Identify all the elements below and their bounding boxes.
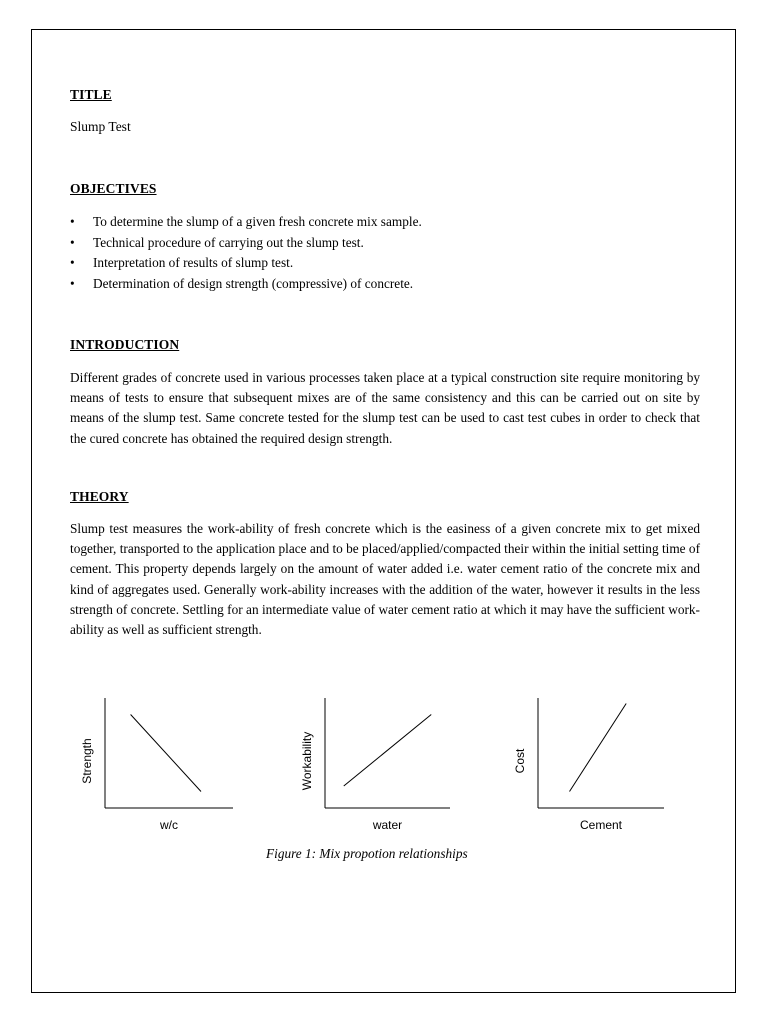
bullet-icon: • [70,255,75,271]
theory-paragraph: Slump test measures the work-ability of fresh concrete which is the easiness of a given concrete mix to get mixed together, transported to the application place and to be placed/applied/compacted their within the initial setting time of cement. This property depends largely on the amount of water added i.e. water cement ratio of the concrete mix and kind of aggregates used. Generally work-ability increases with the addition of the water, however it results in the less strength of concrete. Settling for an intermediate value of water cement ratio at which it may have the sufficient work-ability as well as sufficient strength. [70,521,700,638]
title-heading: TITLE [70,87,112,102]
introduction-heading: INTRODUCTION [70,337,180,352]
document-title: Slump Test [70,119,131,134]
list-item: • Interpretation of results of slump test. [70,253,422,274]
list-item: • Determination of design strength (compressive) of concrete. [70,274,422,295]
series-line [344,715,432,787]
series-line [131,715,201,792]
introduction-paragraph: Different grades of concrete used in various processes taken place at a typical construction site require monitoring by means of tests to ensure that subsequent mixes are of the same consistency and this can be carried out on site by means of the slump test. Same concrete tested for the slump test can be used to cast test cubes in order to check that the cured concrete has obtained the required design strength. [70,370,700,446]
x-axis-label: water [372,818,403,832]
y-axis-label: Workability [300,731,314,791]
x-axis-label: w/c [160,818,178,832]
figure-caption: Figure 1: Mix propotion relationships [266,846,468,861]
list-item: • To determine the slump of a given fresh concrete mix sample. [70,212,422,233]
series-line [570,704,627,792]
x-axis-label: Cement [579,818,623,832]
list-item: • Technical procedure of carrying out the slump test. [70,233,422,254]
y-axis-label: Cost [513,748,527,774]
bullet-icon: • [70,214,75,229]
bullet-icon: • [70,234,75,250]
y-axis-label: Strength [80,738,94,784]
bullet-icon: • [70,276,75,292]
theory-heading: THEORY [70,489,129,504]
objectives-heading: OBJECTIVES [70,181,157,196]
